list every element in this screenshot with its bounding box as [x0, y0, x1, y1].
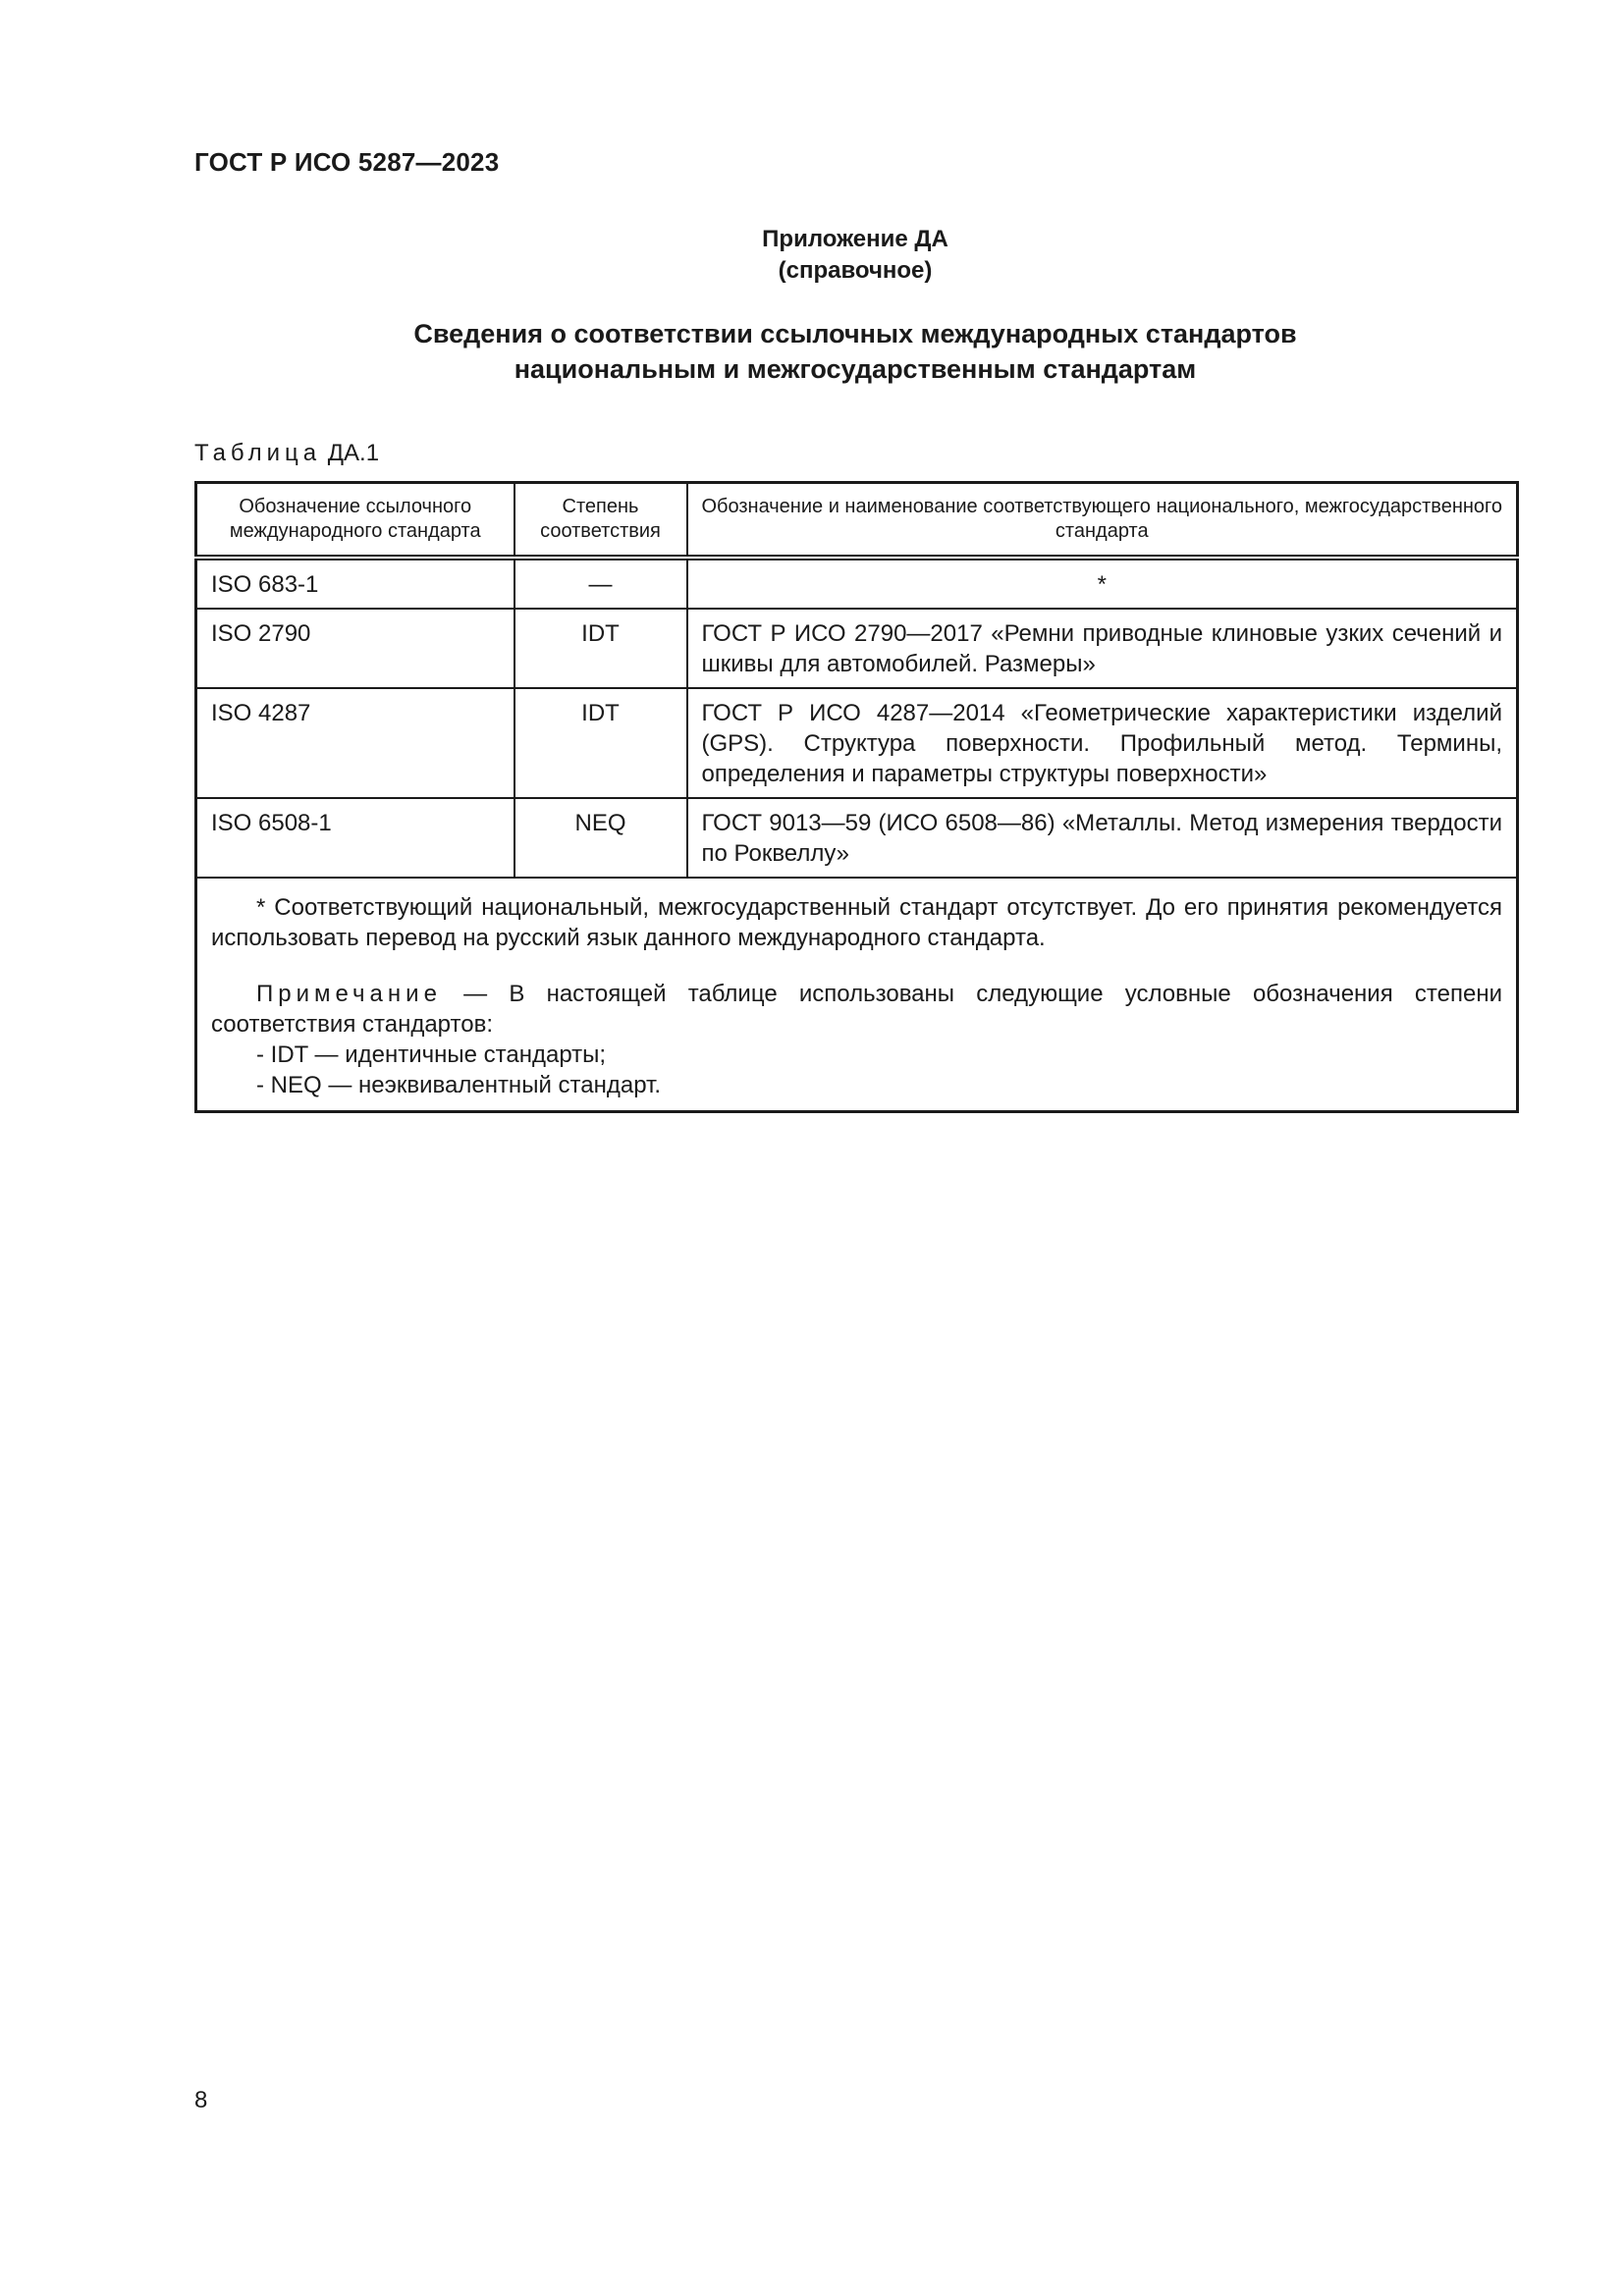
table-caption-id: ДА.1: [327, 440, 380, 466]
cell-standard: ISO 4287: [196, 688, 514, 798]
cell-degree: IDT: [514, 688, 687, 798]
table-footer: [196, 878, 1518, 1112]
appendix-title: Приложение ДА: [762, 226, 948, 252]
cell-standard: ISO 683-1: [196, 558, 514, 609]
cell-national-standard: ГОСТ 9013—59 (ИСО 6508—86) «Металлы. Метод измерения твердости по Роквеллу»: [687, 798, 1518, 878]
standards-table: [194, 481, 1519, 1113]
cell-degree: NEQ: [514, 798, 687, 878]
table-caption: [194, 440, 379, 467]
cell-standard: ISO 2790: [196, 609, 514, 688]
cell-national-standard: ГОСТ Р ИСО 2790—2017 «Ремни приводные клиновые узких сечений и шкивы для автомобилей. Размеры»: [687, 609, 1518, 688]
note: [211, 979, 1502, 1040]
document-code: ГОСТ Р ИСО 5287—2023: [194, 147, 500, 177]
appendix-heading: [194, 224, 1516, 287]
section-title-line-1: Сведения о соответствии ссылочных международных стандартов: [413, 319, 1297, 348]
cell-degree: IDT: [514, 609, 687, 688]
table-row: [196, 558, 1518, 609]
note-item-neq: - NEQ — неэквивалентный стандарт.: [256, 1072, 662, 1098]
table-row: [196, 688, 1518, 798]
section-title: [194, 316, 1516, 387]
appendix-subtitle: (справочное): [778, 257, 933, 284]
header-national-standard: Обозначение и наименование соответствующего национального, межгосударственного стандарта: [687, 483, 1518, 559]
cell-standard: ISO 6508-1: [196, 798, 514, 878]
table-footer-row: [196, 878, 1518, 1112]
table-caption-word: Таблица: [194, 440, 322, 466]
cell-national-standard: ГОСТ Р ИСО 4287—2014 «Геометрические характеристики изделий (GPS). Структура поверхности. Профильный метод. Термины, определения и параметры структуры поверхности»: [687, 688, 1518, 798]
cell-national-standard: *: [687, 558, 1518, 609]
header-standard: Обозначение ссылочного международного стандарта: [196, 483, 514, 559]
table-row: [196, 609, 1518, 688]
table-header-row: [196, 483, 1518, 559]
note-label: Примечание: [256, 981, 442, 1007]
section-title-line-2: национальным и межгосударственным стандартам: [514, 354, 1197, 384]
cell-degree: —: [514, 558, 687, 609]
page-number: 8: [194, 2087, 208, 2113]
footnote: * Соответствующий национальный, межгосударственный стандарт отсутствует. До его принятия рекомендуется использовать перевод на русский язык данного международного стандарта.: [211, 894, 1502, 951]
header-degree: Степень соответствия: [514, 483, 687, 559]
table-row: [196, 798, 1518, 878]
note-text: — В настоящей таблице использованы следующие условные обозначения степени соответствия стандартов:: [211, 981, 1502, 1038]
note-item-idt: - IDT — идентичные стандарты;: [256, 1041, 607, 1068]
